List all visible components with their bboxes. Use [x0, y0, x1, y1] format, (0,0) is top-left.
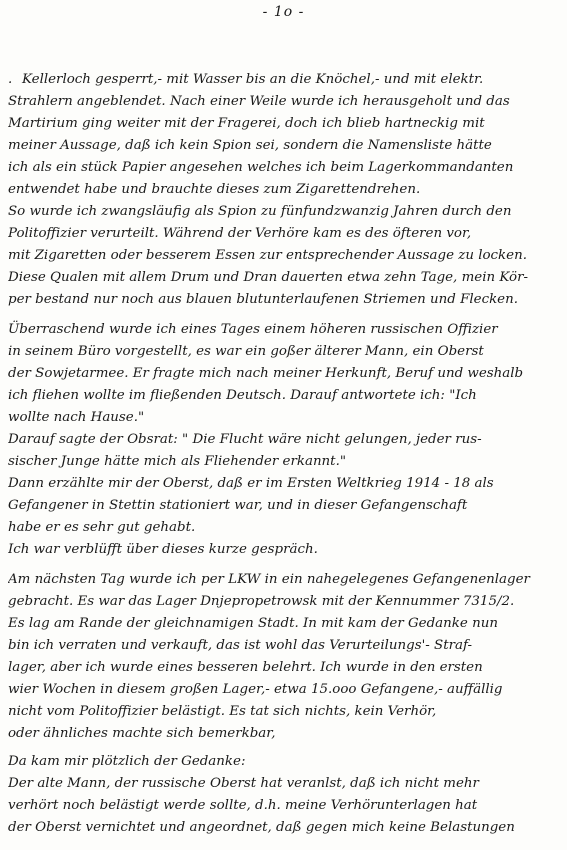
text-line: der Sowjetarmee. Er fragte mich nach meiner Herkunft, Beruf und weshalb — [8, 366, 524, 381]
text-line: sischer Junge hätte mich als Fliehender erkannt." — [8, 454, 346, 469]
page-number: - 1o - — [262, 4, 305, 20]
text-line: . Kellerloch gesperrt,- mit Wasser bis an die Knöchel,- und mit elektr. — [8, 70, 561, 90]
text-line: Ich war verblüfft über dieses kurze gespräch. — [8, 542, 318, 557]
text-line: Strahlern angeblendet. Nach einer Weile wurde ich herausgeholt und das — [8, 94, 510, 109]
text-line: Martirium ging weiter mit der Fragerei, doch ich blieb hartneckig mit — [8, 116, 485, 131]
text-line: oder ähnliches machte sich bemerkbar, — [8, 726, 276, 741]
text-line: verhört noch belästigt werde sollte, d.h. meine Verhörunterlagen hat — [8, 798, 478, 813]
text-line: gebracht. Es war das Lager Dnjepropetrowsk mit der Kennummer 7315/2. — [8, 594, 515, 609]
text-line: Politoffizier verurteilt. Während der Verhöre kam es des öfteren vor, — [8, 226, 472, 241]
text-line: Am nächsten Tag wurde ich per LKW in ein nahegelegenes Gefangenenlager — [8, 572, 530, 587]
text-line: entwendet habe und brauchte dieses zum Zigarettendrehen. — [8, 182, 421, 197]
text-line: Darauf sagte der Obsrat: " Die Flucht wäre nicht gelungen, jeder rus- — [8, 432, 482, 447]
text-line: Überraschend wurde ich eines Tages einem höheren russischen Offizier — [8, 322, 498, 337]
text-line: ich fliehen wollte im fließenden Deutsch. Darauf antwortete ich: "Ich — [8, 388, 477, 403]
text-line: meiner Aussage, daß ich kein Spion sei, sondern die Namensliste hätte — [8, 138, 492, 153]
text-line: Der alte Mann, der russische Oberst hat veranlst, daß ich nicht mehr — [8, 776, 479, 791]
text-line: habe er es sehr gut gehabt. — [8, 520, 196, 535]
text-line: mit Zigaretten oder besserem Essen zur entsprechender Aussage zu locken. — [8, 248, 527, 263]
text-line: Diese Qualen mit allem Drum und Dran dauerten etwa zehn Tage, mein Kör- — [8, 270, 528, 285]
text-line: der Oberst vernichtet und angeordnet, daß gegen mich keine Belastungen — [8, 820, 515, 835]
text-line: wier Wochen in diesem großen Lager,- etwa 15.ooo Gefangene,- auffällig — [8, 682, 503, 697]
text-line: Es lag am Rande der gleichnamigen Stadt. In mit kam der Gedanke nun — [8, 616, 498, 631]
line-marker: . — [8, 72, 13, 87]
text-line: Da kam mir plötzlich der Gedanke: — [8, 754, 246, 769]
text-line: per bestand nur noch aus blauen blutunterlaufenen Striemen und Flecken. — [8, 292, 518, 307]
text-line: wollte nach Hause." — [8, 410, 145, 425]
text-line: So wurde ich zwangsläufig als Spion zu fünfundzwanzig Jahren durch den — [8, 204, 512, 219]
text-line: Gefangener in Stettin stationiert war, und in dieser Gefangenschaft — [8, 498, 468, 513]
text-line: lager, aber ich wurde eines besseren belehrt. Ich wurde in den ersten — [8, 660, 483, 675]
text-line: nicht vom Politoffizier belästigt. Es tat sich nichts, kein Verhör, — [8, 704, 437, 719]
text-line: ich als ein stück Papier angesehen welches ich beim Lagerkommandanten — [8, 160, 514, 175]
text-line: Dann erzählte mir der Oberst, daß er im Ersten Weltkrieg 1914 - 18 als — [8, 476, 494, 491]
text-line: in seinem Büro vorgestellt, es war ein goßer älterer Mann, ein Oberst — [8, 344, 484, 359]
text-line: bin ich verraten und verkauft, das ist wohl das Verurteilungs'- Straf- — [8, 638, 473, 653]
